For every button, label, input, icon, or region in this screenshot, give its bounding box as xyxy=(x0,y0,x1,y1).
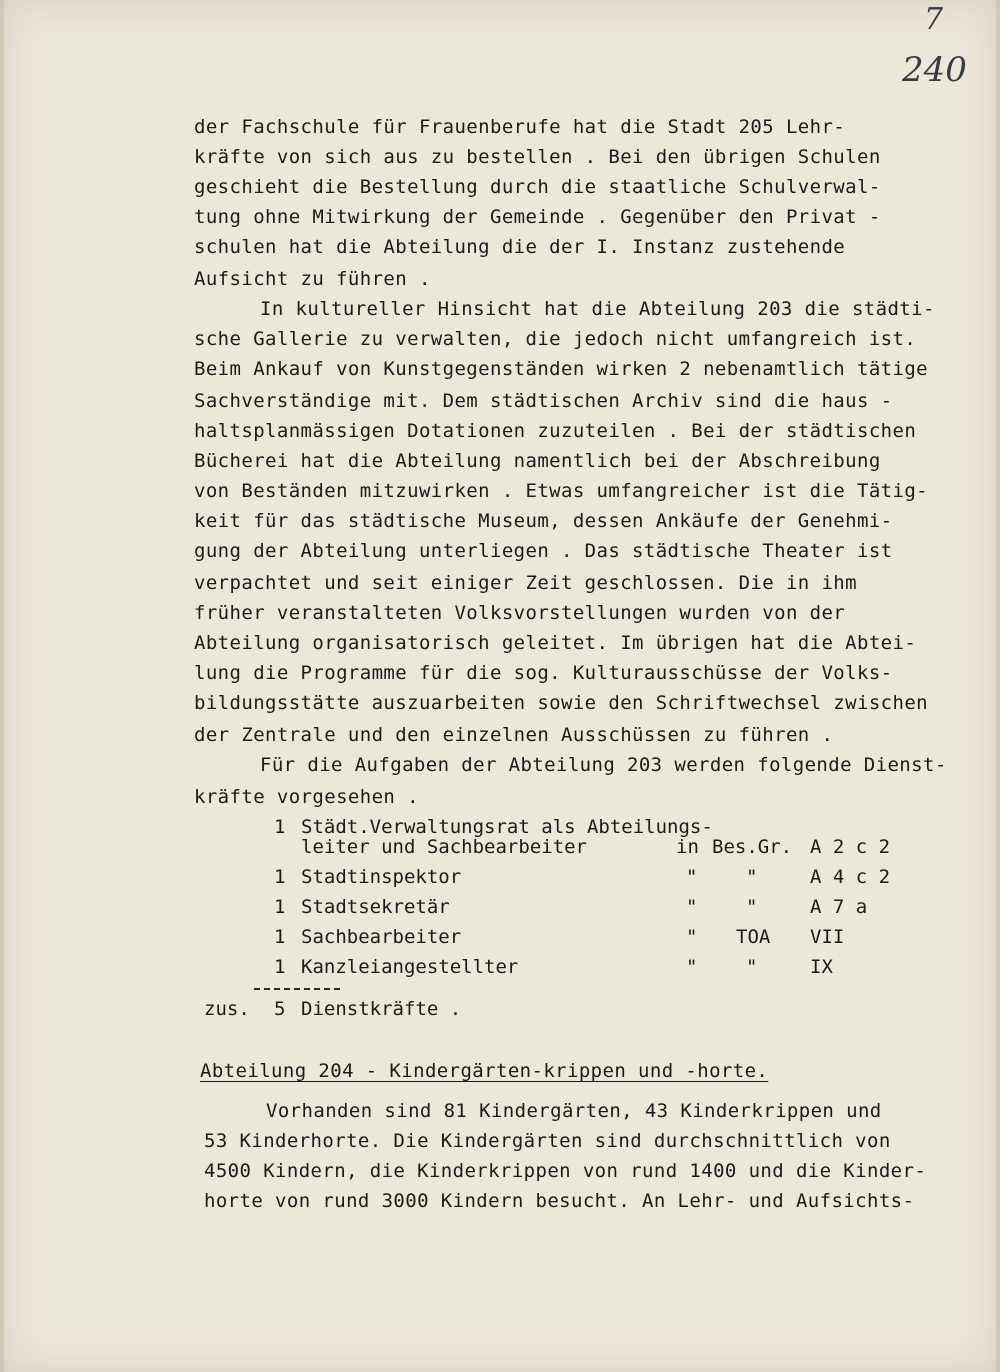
staff-pay-group: " xyxy=(746,866,758,888)
staff-title: Stadtinspektor xyxy=(301,866,462,888)
staff-title-continued: leiter und Sachbearbeiter xyxy=(301,836,587,858)
document-page xyxy=(4,0,996,1372)
text-line: sche Gallerie zu verwalten, die jedoch nicht umfangreich ist. xyxy=(194,328,917,350)
text-line: früher veranstalteten Volksvorstellungen wurden von der xyxy=(194,602,846,624)
archive-number: 240 xyxy=(902,50,967,90)
text-line: verpachtet und seit einiger Zeit geschlossen. Die in ihm xyxy=(194,572,857,594)
text-line: Sachverständige mit. Dem städtischen Archiv sind die haus - xyxy=(194,390,893,412)
staff-ref: " xyxy=(686,926,698,948)
staff-count: 1 xyxy=(274,896,286,918)
staff-pay-group: TOA xyxy=(736,926,771,948)
text-line: lung die Programme für die sog. Kulturausschüsse der Volks- xyxy=(194,662,893,684)
text-line: Vorhanden sind 81 Kindergärten, 43 Kinderkrippen und xyxy=(266,1100,882,1122)
staff-pay-group: " xyxy=(746,896,758,918)
text-line: der Zentrale und den einzelnen Ausschüssen zu führen . xyxy=(194,724,834,746)
staff-count: 1 xyxy=(274,866,286,888)
text-line: der Fachschule für Frauenberufe hat die Stadt 205 Lehr- xyxy=(194,116,846,138)
total-label: Dienstkräfte . xyxy=(301,998,462,1020)
text-line: Abteilung organisatorisch geleitet. Im übrigen hat die Abtei- xyxy=(194,632,917,654)
text-line: haltsplanmässigen Dotationen zuzuteilen . Bei der städtischen xyxy=(194,420,917,442)
staff-count: 1 xyxy=(274,926,286,948)
text-line: In kultureller Hinsicht hat die Abteilung 203 die städti- xyxy=(260,298,935,320)
folio-number: 7 xyxy=(924,2,944,37)
total-count: 5 xyxy=(274,998,286,1020)
text-line: 4500 Kindern, die Kinderkrippen von rund 1400 und die Kinder- xyxy=(204,1160,927,1182)
text-line: Aufsicht zu führen . xyxy=(194,268,431,290)
text-line: schulen hat die Abteilung die der I. Instanz zustehende xyxy=(194,236,846,258)
staff-ref: " xyxy=(686,866,698,888)
staff-grade: A 2 c 2 xyxy=(810,836,891,858)
text-line: tung ohne Mitwirkung der Gemeinde . Gegenüber den Privat - xyxy=(194,206,881,228)
staff-grade: A 4 c 2 xyxy=(810,866,891,888)
staff-grade: IX xyxy=(810,956,833,978)
staff-title: Stadtsekretär xyxy=(301,896,450,918)
staff-pay-group: Bes.Gr. xyxy=(712,836,793,858)
staff-title: Kanzleiangestellter xyxy=(301,956,519,978)
staff-grade: A 7 a xyxy=(810,896,868,918)
text-line: 53 Kinderhorte. Die Kindergärten sind durchschnittlich von xyxy=(204,1130,891,1152)
text-line: kräfte vorgesehen . xyxy=(194,786,419,808)
section-heading: Abteilung 204 - Kindergärten-krippen und -horte. xyxy=(200,1060,769,1082)
text-line: keit für das städtische Museum, dessen Ankäufe der Genehmi- xyxy=(194,510,893,532)
text-line: horte von rund 3000 Kindern besucht. An Lehr- und Aufsichts- xyxy=(204,1190,915,1212)
text-line: bildungsstätte auszuarbeiten sowie den Schriftwechsel zwischen xyxy=(194,692,929,714)
staff-ref: " xyxy=(686,896,698,918)
staff-count: 1 xyxy=(274,956,286,978)
text-line: Bücherei hat die Abteilung namentlich bei der Abschreibung xyxy=(194,450,881,472)
text-line: von Beständen mitzuwirken . Etwas umfangreicher ist die Tätig- xyxy=(194,480,929,502)
text-line: geschieht die Bestellung durch die staatliche Schulverwal- xyxy=(194,176,881,198)
total-prefix: zus. xyxy=(204,998,250,1020)
staff-title: Städt.Verwaltungsrat als Abteilungs- xyxy=(301,816,713,838)
staff-pay-group: " xyxy=(746,956,758,978)
staff-count: 1 xyxy=(274,816,286,838)
sum-divider xyxy=(254,988,340,990)
staff-ref: " xyxy=(686,956,698,978)
text-line: Für die Aufgaben der Abteilung 203 werden folgende Dienst- xyxy=(260,754,947,776)
staff-grade: VII xyxy=(810,926,845,948)
staff-ref: in xyxy=(676,836,699,858)
text-line: kräfte von sich aus zu bestellen . Bei den übrigen Schulen xyxy=(194,146,881,168)
text-line: Beim Ankauf von Kunstgegenständen wirken 2 nebenamtlich tätige xyxy=(194,358,929,380)
text-line: gung der Abteilung unterliegen . Das städtische Theater ist xyxy=(194,540,893,562)
staff-title: Sachbearbeiter xyxy=(301,926,462,948)
